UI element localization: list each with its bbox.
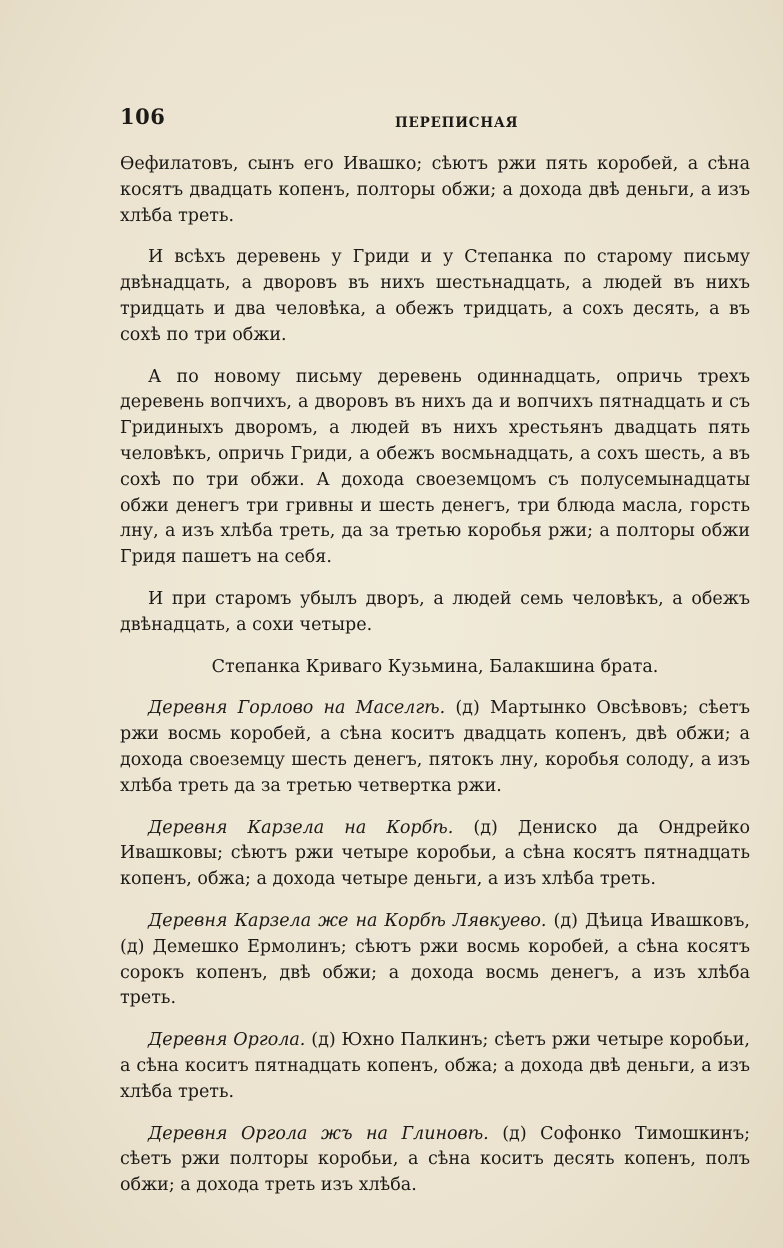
paragraph: И всѣхъ деревень у Гриди и у Степанка по старому письму двѣнадцать, а дворовъ въ нихъ шестьнадцать, а людей въ нихъ тридцать и два человѣка, а обежъ тридцать, а сохъ десять, а въ сохѣ по три обжи. — [120, 247, 750, 345]
paragraph: Өефилатовъ, сынъ его Ивашко; сѣютъ ржи пять коробей, а сѣна косятъ двадцать копенъ, полторы обжи; а дохода двѣ деньги, а изъ хлѣба треть. — [120, 154, 750, 226]
section-heading: Степанка Криваго Кузьмина, Балакшина брата. — [211, 656, 659, 677]
running-head: ПЕРЕПИСНАЯ — [395, 115, 519, 131]
village-entry — [120, 816, 750, 893]
village-name: Деревня Карзела на Корбѣ. — [148, 817, 454, 838]
page-number: 106 — [120, 104, 166, 129]
entry-text: (д) Дѣица Ивашковъ, (д) Демешко Ермолинъ; сѣютъ ржи восмь коробей, а сѣна косятъ сорокъ копенъ, двѣ обжи; а дохода восмь денегъ, а изъ хлѣба треть. — [120, 910, 750, 1009]
village-entry — [120, 696, 750, 799]
village-entry — [120, 909, 750, 1012]
entry-text: (д) Дениско да Ондрейко Ивашковы; сѣютъ ржи четыре коробьи, а сѣна косятъ пятнадцать копенъ, обжа; а дохода четыре деньги, а изъ хлѣба треть. — [120, 817, 750, 890]
paragraph: И при старомъ убылъ дворъ, а людей семь человѣкъ, а обежъ двѣнадцать, а сохи четыре. — [120, 588, 750, 635]
page-header — [120, 104, 750, 134]
village-entry — [120, 1122, 750, 1199]
entry-text: (д) Мартынко Овсѣвовъ; сѣетъ ржи восмь коробей, а сѣна коситъ двадцать копенъ, двѣ обжи; а дохода своеземцу шесть денегъ, пятокъ лну, коробья солоду, а изъ хлѣба треть да за третью четвертка ржи. — [120, 698, 750, 796]
paragraph: А по новому письму деревень одиннадцать, опричь трехъ деревень вопчихъ, а дворовъ въ нихъ да и вопчихъ пятнадцать и съ Гридиныхъ дворомъ, а людей въ нихъ хрестьянъ двадцать пять человѣкъ, опричь Гриди, а обежъ восмьнадцать, а сохъ шесть, а въ сохѣ по три обжи. А дохода своеземцомъ съ полусемынадцаты обжи денегъ три гривны и шесть денегъ, три блюда масла, горсть лну, а изъ хлѣба треть, да за третью коробья ржи; а полторы обжи Гридя пашетъ на себя. — [120, 366, 750, 568]
village-name: Деревня Оргола. — [148, 1030, 306, 1051]
entry-text: (д) Софонко Тимошкинъ; сѣетъ ржи полторы коробьи, а сѣна коситъ десять копенъ, полъ обжи; а дохода треть изъ хлѣба. — [120, 1123, 750, 1196]
village-name: Деревня Горлово на Маселгѣ. — [148, 698, 446, 719]
village-name: Деревня Оргола жъ на Глиновѣ. — [148, 1123, 489, 1144]
village-name: Деревня Карзела же на Корбѣ Лявкуево. — [148, 910, 547, 931]
village-entry — [120, 1028, 750, 1105]
entry-text: (д) Юхно Палкинъ; сѣетъ ржи четыре коробьи, а сѣна коситъ пятнадцать копенъ, обжа; а дохода двѣ деньги, а изъ хлѣба треть. — [120, 1030, 750, 1102]
page-body — [120, 152, 750, 1215]
